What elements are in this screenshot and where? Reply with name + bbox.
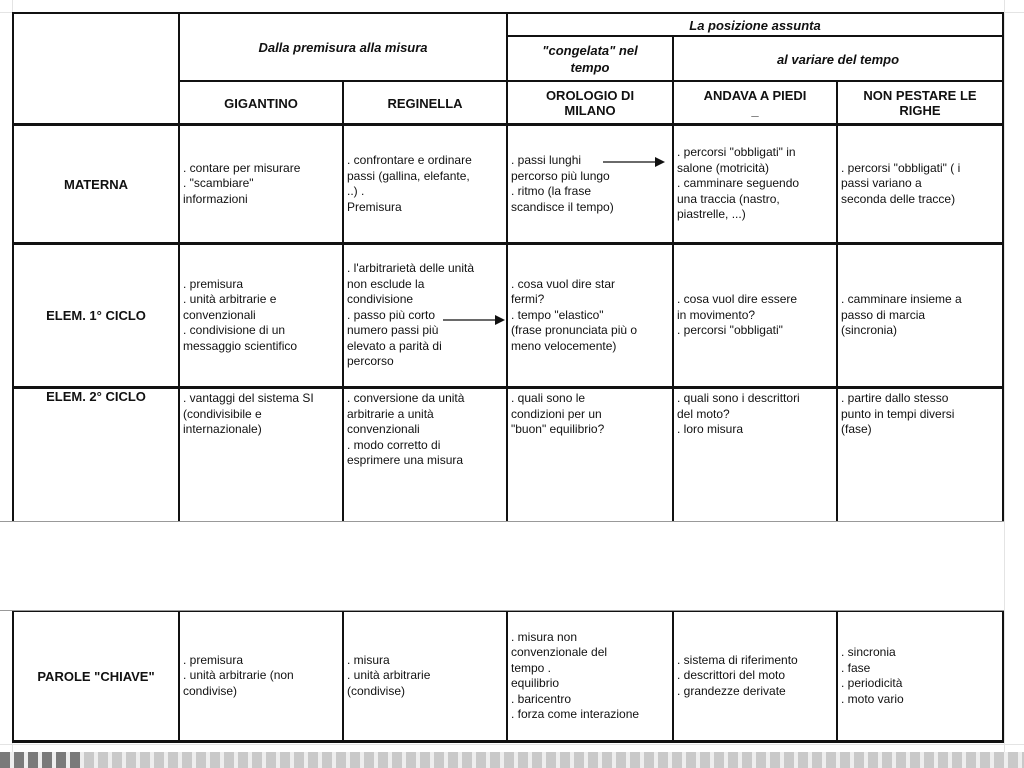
table-border bbox=[12, 12, 14, 743]
table-cell: . contare per misurare . "scambiare" informazioni bbox=[183, 160, 301, 206]
table-border bbox=[178, 12, 180, 743]
table-cell: . percorsi "obbligati" ( i passi variano a seconda delle tracce) bbox=[841, 160, 961, 206]
blank-overlay bbox=[0, 521, 1004, 611]
column-header-non-pestare: NON PESTARE LE RIGHE bbox=[863, 88, 977, 118]
header-variare-tempo: al variare del tempo bbox=[776, 51, 900, 67]
column-header-gigantino: GIGANTINO bbox=[224, 95, 298, 111]
table-cell: . quali sono i descrittori del moto? . loro misura bbox=[677, 391, 800, 436]
table-cell: . passi lunghi percorso più lungo . ritmo (la frase scandisce il tempo) bbox=[511, 153, 614, 214]
arrow-icon bbox=[603, 156, 665, 168]
table-border bbox=[1002, 12, 1004, 743]
table-cell: . percorsi "obbligati" in salone (motricità) . camminare seguendo una traccia (nastro, piastrelle, ...) bbox=[677, 145, 800, 222]
header-premisura-misura: Dalla premisura alla misura bbox=[258, 39, 428, 55]
bottom-bar-dark bbox=[0, 752, 80, 768]
table-border bbox=[12, 123, 1004, 126]
header-posizione-assunta: La posizione assunta bbox=[689, 17, 821, 33]
table-border bbox=[506, 12, 508, 743]
table-border bbox=[12, 12, 1004, 14]
header-congelata-tempo: "congelata" nel tempo bbox=[542, 43, 638, 75]
table-border bbox=[12, 386, 1004, 389]
column-header-reginella: REGINELLA bbox=[387, 95, 463, 111]
bottom-bar bbox=[0, 752, 1024, 768]
table-cell: . partire dallo stesso punto in tempi diversi (fase) bbox=[841, 391, 955, 436]
table-border bbox=[672, 35, 674, 743]
table-cell: . misura . unità arbitrarie (condivise) bbox=[347, 652, 431, 698]
table-border bbox=[342, 80, 344, 743]
table-cell: . premisura . unità arbitrarie e convenzionali . condivisione di un messaggio scientifico bbox=[183, 276, 298, 353]
table-cell: . cosa vuol dire essere in movimento? . percorsi "obbligati" bbox=[677, 292, 798, 338]
table-border bbox=[836, 80, 838, 743]
row-label-elem-2-ciclo: ELEM. 2° CICLO bbox=[46, 389, 146, 404]
table-cell: . quali sono le condizioni per un "buon" equilibrio? bbox=[511, 391, 605, 436]
table-cell: . vantaggi del sistema SI (condivisibile e internazionale) bbox=[183, 391, 314, 436]
table-border bbox=[12, 242, 1004, 245]
grid-line bbox=[1004, 0, 1005, 768]
row-label-elem-1-ciclo: ELEM. 1° CICLO bbox=[46, 308, 146, 323]
table-cell: . premisura . unità arbitrarie (non condivise) bbox=[183, 652, 294, 698]
table-border bbox=[178, 80, 1004, 82]
table-border bbox=[508, 35, 1002, 37]
table-border bbox=[12, 740, 1004, 743]
arrow-icon bbox=[443, 314, 505, 326]
column-header-andava-a-piedi: ANDAVA A PIEDI _ bbox=[703, 88, 807, 118]
table-cell: . conversione da unità arbitrarie a unità convenzionali . modo corretto di esprimere una misura bbox=[347, 391, 465, 467]
table-cell: . confrontare e ordinare passi (gallina, elefante, ..) . Premisura bbox=[347, 153, 472, 214]
row-label-parole-chiave: PAROLE "CHIAVE" bbox=[37, 668, 155, 684]
table-cell: . camminare insieme a passo di marcia (sincronia) bbox=[841, 292, 962, 338]
table-cell: . cosa vuol dire star fermi? . tempo "elastico" (frase pronunciata più o meno velocemente) bbox=[511, 276, 638, 353]
row-label-materna: MATERNA bbox=[63, 176, 129, 192]
table-cell: . sistema di riferimento . descrittori del moto . grandezze derivate bbox=[677, 652, 798, 698]
table-cell: . misura non convenzionale del tempo . equilibrio . baricentro . forza come interazione bbox=[511, 629, 640, 721]
table-cell: . l'arbitrarietà delle unità non esclude la condivisione . passo più corto numero passi più elevato a parità di percorso bbox=[347, 261, 475, 369]
table-cell: . sincronia . fase . periodicità . moto vario bbox=[841, 645, 904, 706]
grid-line bbox=[0, 744, 1024, 745]
column-header-orologio: OROLOGIO DI MILANO bbox=[545, 88, 635, 118]
